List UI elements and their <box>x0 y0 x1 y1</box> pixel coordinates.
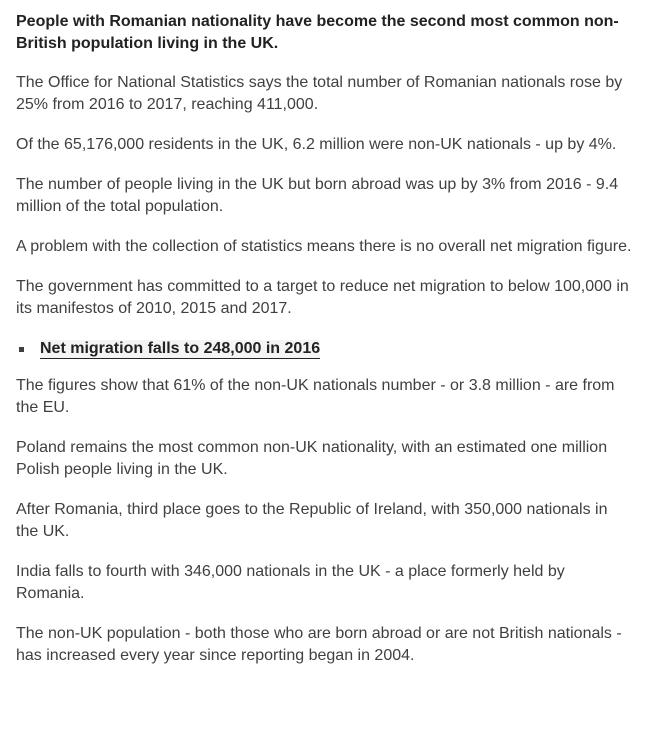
square-bullet-icon <box>19 347 24 352</box>
paragraph-government-target: The government has committed to a target to reduce net migration to below 100,000 in its manifestos of 2010, 2015 and 2017. <box>16 278 629 317</box>
paragraph-ireland: After Romania, third place goes to the Republic of Ireland, with 350,000 nationals in the UK. <box>16 501 608 540</box>
paragraph-non-uk-residents: Of the 65,176,000 residents in the UK, 6.2 million were non-UK nationals - up by 4%. <box>16 136 617 153</box>
paragraph-poland: Poland remains the most common non-UK nationality, with an estimated one million Polish people living in the UK. <box>16 439 608 478</box>
paragraph-born-abroad: The number of people living in the UK but born abroad was up by 3% from 2016 - 9.4 million of the total population. <box>16 176 619 215</box>
article-lede: People with Romanian nationality have become the second most common non-British population living in the UK. <box>16 13 619 52</box>
paragraph-non-uk-population: The non-UK population - both those who are born abroad or are not British nationals - has increased every year since reporting began in 2004. <box>16 625 622 664</box>
paragraph-romanian-nationals: The Office for National Statistics says the total number of Romanian nationals rose by 25% from 2016 to 2017, reaching 411,000. <box>16 74 623 113</box>
related-links-list <box>16 338 634 360</box>
paragraph-india: India falls to fourth with 346,000 nationals in the UK - a place formerly held by Romania. <box>16 563 565 602</box>
paragraph-statistics-problem: A problem with the collection of statistics means there is no overall net migration figure. <box>16 238 632 255</box>
related-link-net-migration[interactable]: Net migration falls to 248,000 in 2016 <box>40 340 321 357</box>
related-link-item <box>16 338 634 360</box>
paragraph-eu-share: The figures show that 61% of the non-UK nationals number - or 3.8 million - are from the EU. <box>16 377 615 416</box>
